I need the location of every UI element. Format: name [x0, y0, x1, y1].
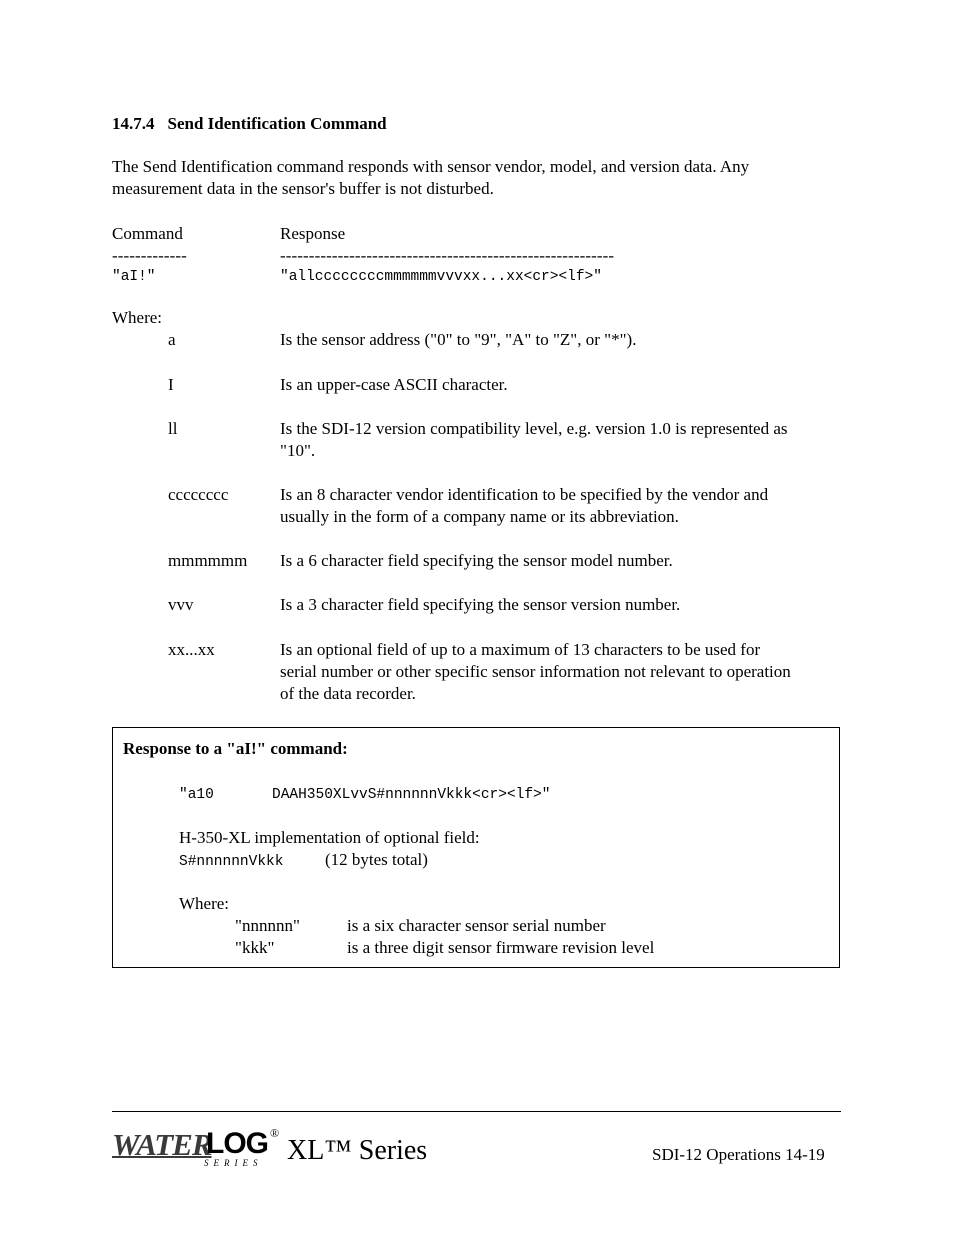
term-i: I: [168, 375, 174, 394]
box-term-kkk: "kkk": [235, 938, 275, 957]
box-desc-kkk: is a three digit sensor firmware revision level: [347, 938, 655, 957]
desc-xx-line-1: Is an optional field of up to a maximum of 13 characters to be used for: [280, 640, 761, 659]
series-title: XL™ Series: [287, 1135, 428, 1166]
impl-code: S#nnnnnnVkkk: [179, 854, 284, 870]
desc-cccccccc-line-2: usually in the form of a company name or its abbreviation.: [280, 507, 679, 526]
footer-rule: [112, 1111, 841, 1112]
waterlog-logo: [112, 1126, 282, 1172]
desc-cccccccc-line-1: Is an 8 character vendor identification to be specified by the vendor and: [280, 485, 769, 504]
term-mmmmmm: mmmmmm: [168, 551, 248, 570]
term-cccccccc: cccccccc: [168, 485, 229, 504]
section-number: 14.7.4: [112, 114, 155, 133]
where-label: Where:: [112, 308, 163, 327]
intro-line-2: measurement data in the sensor's buffer is not disturbed.: [112, 179, 494, 198]
impl-label: H-350-XL implementation of optional field:: [179, 828, 480, 847]
divider-command: -------------: [112, 246, 187, 265]
logo-registered-mark: ®: [270, 1126, 280, 1140]
desc-ll-line-1: Is the SDI-12 version compatibility level, e.g. version 1.0 is represented as: [280, 419, 788, 438]
column-header-response: Response: [280, 224, 346, 243]
desc-i: Is an upper-case ASCII character.: [280, 375, 508, 394]
box-where-label: Where:: [179, 894, 230, 913]
response-value: "allccccccccmmmmmmvvvxx...xx<cr><lf>": [280, 269, 602, 285]
section-heading: [112, 113, 387, 135]
term-ll: ll: [168, 419, 178, 438]
desc-a: Is the sensor address ("0" to "9", "A" to "Z", or "*").: [280, 330, 637, 349]
column-header-command: Command: [112, 224, 183, 243]
intro-line-1: The Send Identification command responds with sensor vendor, model, and version data. Any: [112, 157, 750, 176]
divider-response: ----------------------------------------------------------: [280, 246, 615, 265]
section-title: Send Identification Command: [167, 114, 387, 133]
term-xx: xx...xx: [168, 640, 215, 659]
logo-series-text: SERIES: [204, 1158, 263, 1168]
desc-mmmmmm: Is a 6 character field specifying the sensor model number.: [280, 551, 673, 570]
logo-log-text: LOG: [206, 1127, 268, 1160]
term-a: a: [168, 330, 176, 349]
box-heading: Response to a "aI!" command:: [123, 739, 348, 758]
logo-water-text: WATER: [112, 1127, 212, 1162]
desc-ll-line-2: "10".: [280, 441, 316, 460]
box-term-nnnnnn: "nnnnnn": [235, 916, 300, 935]
term-vvv: vvv: [168, 595, 194, 614]
impl-note: (12 bytes total): [325, 850, 428, 869]
desc-vvv: Is a 3 character field specifying the sensor version number.: [280, 595, 681, 614]
desc-xx-line-2: serial number or other specific sensor information not relevant to operation: [280, 662, 791, 681]
example-body: DAAH350XLvvS#nnnnnnVkkk<cr><lf>": [272, 787, 551, 803]
example-prefix: "a10: [179, 787, 214, 803]
page-label: SDI-12 Operations 14-19: [652, 1145, 825, 1164]
command-value: "aI!": [112, 269, 156, 285]
box-desc-nnnnnn: is a six character sensor serial number: [347, 916, 606, 935]
desc-xx-line-3: of the data recorder.: [280, 684, 416, 703]
